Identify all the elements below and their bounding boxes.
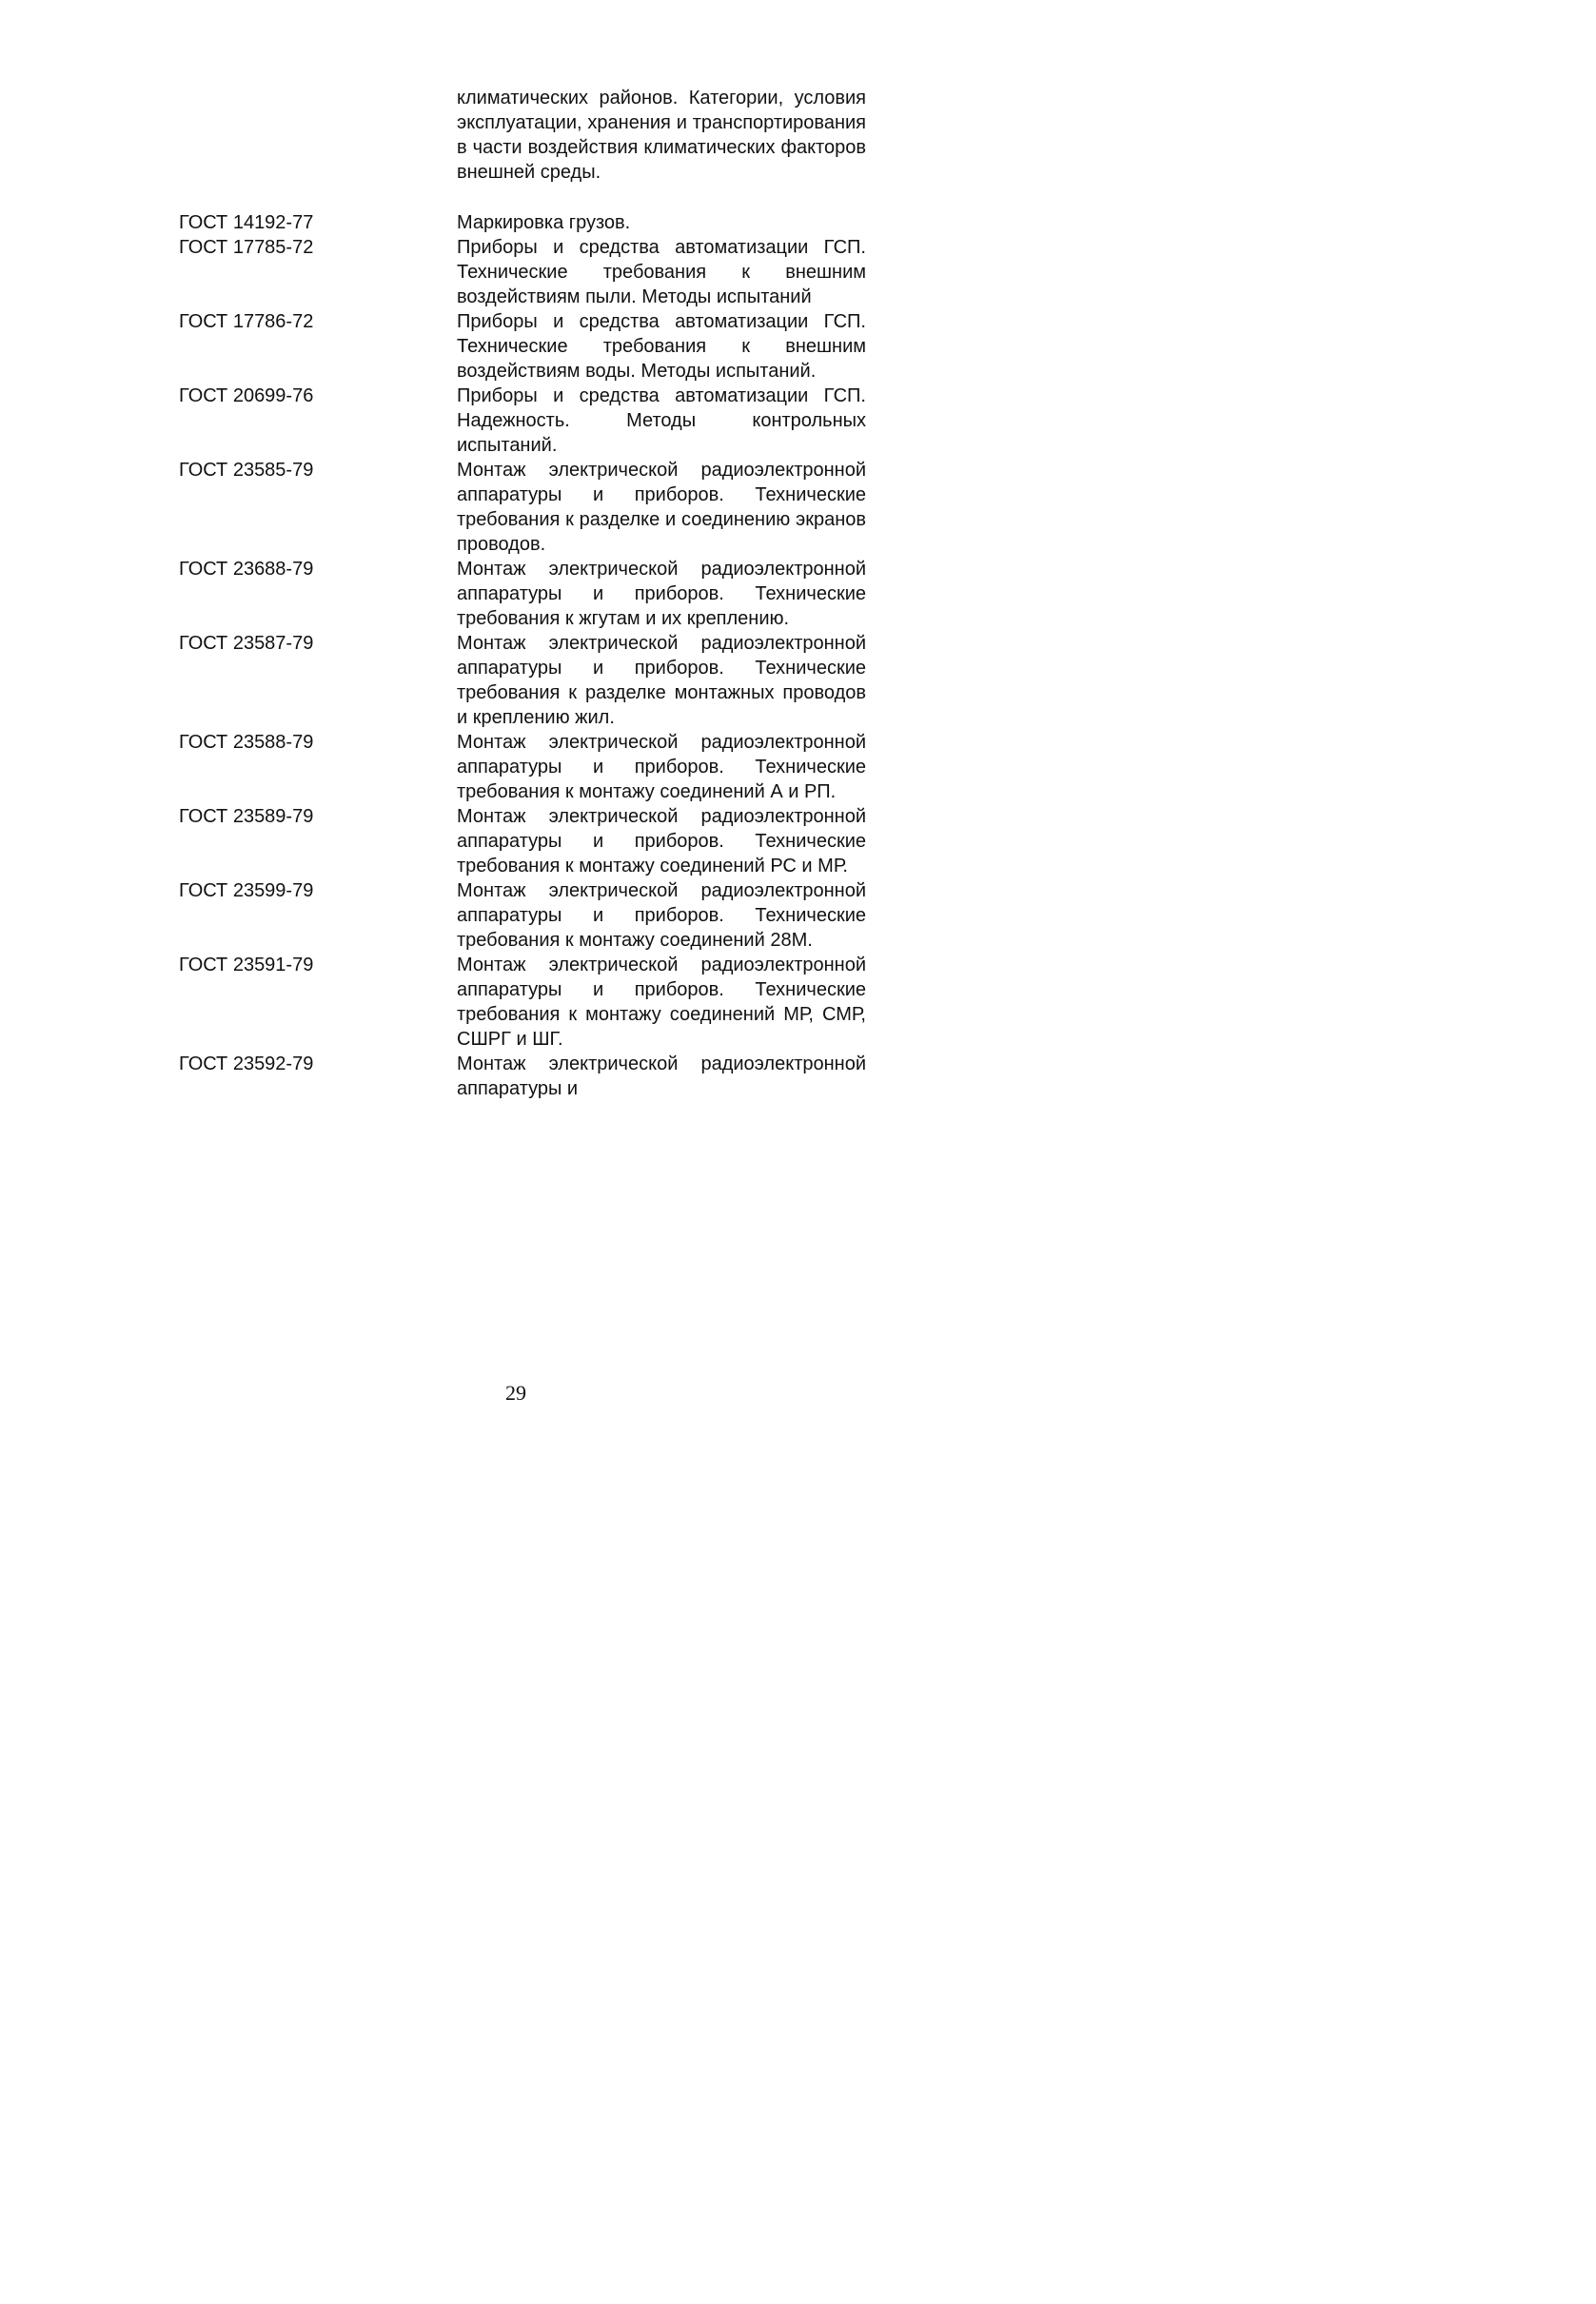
standard-entry bbox=[179, 804, 866, 878]
standard-entry bbox=[179, 631, 866, 730]
standard-code: ГОСТ 17785-72 bbox=[179, 237, 314, 258]
document-page bbox=[0, 0, 1032, 1492]
standard-description: Монтаж электрической радиоэлектронной аппаратуры и приборов. Технические требования к монтажу соединений РС и МР. bbox=[457, 806, 866, 876]
standard-code: ГОСТ 23589-79 bbox=[179, 806, 314, 827]
standard-entry bbox=[179, 1052, 866, 1101]
standard-description: Монтаж электрической радиоэлектронной аппаратуры и приборов. Технические требования к монтажу соединений А и РП. bbox=[457, 732, 866, 802]
standard-code: ГОСТ 23588-79 bbox=[179, 732, 314, 753]
standard-entry bbox=[179, 309, 866, 384]
standard-description: Приборы и средства автоматизации ГСП. Надежность. Методы контрольных испытаний. bbox=[457, 385, 866, 456]
standards-list bbox=[179, 210, 866, 1101]
standard-entry bbox=[179, 235, 866, 309]
standard-description: Монтаж электрической радиоэлектронной аппаратуры и bbox=[457, 1054, 866, 1099]
standard-entry bbox=[179, 878, 866, 953]
standard-description: Маркировка грузов. bbox=[457, 212, 631, 233]
standard-entry bbox=[179, 384, 866, 458]
standard-description: Монтаж электрической радиоэлектронной аппаратуры и приборов. Технические требования к монтажу соединений МР, СМР, СШРГ и ШГ. bbox=[457, 955, 866, 1050]
standard-entry bbox=[179, 210, 866, 235]
standard-code: ГОСТ 23688-79 bbox=[179, 559, 314, 580]
standard-code: ГОСТ 14192-77 bbox=[179, 212, 314, 233]
standard-description: Монтаж электрической радиоэлектронной аппаратуры и приборов. Технические требования к разделке и соединению экранов проводов. bbox=[457, 460, 866, 555]
standard-entry bbox=[179, 730, 866, 804]
standard-entry bbox=[179, 953, 866, 1052]
standard-code: ГОСТ 23587-79 bbox=[179, 633, 314, 654]
standard-description: Монтаж электрической радиоэлектронной аппаратуры и приборов. Технические требования к монтажу соединений 28М. bbox=[457, 880, 866, 951]
standard-description: Монтаж электрической радиоэлектронной аппаратуры и приборов. Технические требования к разделке монтажных проводов и креплению жил. bbox=[457, 633, 866, 728]
page-number: 29 bbox=[505, 1381, 526, 1405]
standard-code: ГОСТ 20699-76 bbox=[179, 385, 314, 406]
standard-code: ГОСТ 23585-79 bbox=[179, 460, 314, 481]
standard-description: Монтаж электрической радиоэлектронной аппаратуры и приборов. Технические требования к жгутам и их креплению. bbox=[457, 559, 866, 629]
standard-code: ГОСТ 23592-79 bbox=[179, 1054, 314, 1074]
standard-entry bbox=[179, 557, 866, 631]
standard-entry bbox=[179, 458, 866, 557]
standard-code: ГОСТ 23599-79 bbox=[179, 880, 314, 901]
standard-description: Приборы и средства автоматизации ГСП. Технические требования к внешним воздействиям воды. Методы испытаний. bbox=[457, 311, 866, 382]
standard-description: Приборы и средства автоматизации ГСП. Технические требования к внешним воздействиям пыли. Методы испытаний bbox=[457, 237, 866, 307]
standard-code: ГОСТ 23591-79 bbox=[179, 955, 314, 975]
standard-code: ГОСТ 17786-72 bbox=[179, 311, 314, 332]
intro-continuation-text: климатических районов. Категории, условия эксплуатации, хранения и транспортирования в части воздействия климатических факторов внешней среды. bbox=[457, 88, 866, 183]
